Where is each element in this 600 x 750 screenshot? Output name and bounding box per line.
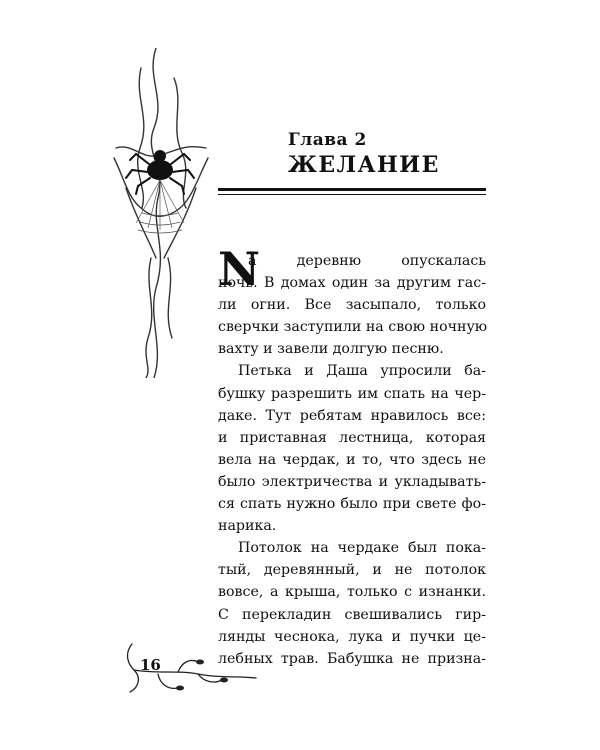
heading-rule-thin [218,194,486,195]
text-line: было электричества и укладывать- [218,473,486,490]
text-line: лянды чеснока, лука и пучки це- [218,628,486,645]
text-line: ночь. В домах один за другим гас- [218,275,486,292]
text-line: и приставная лестница, которая [218,429,486,446]
page-number: 16 [140,656,161,674]
vine-flourish-icon [118,640,258,700]
text-line: Петька и Даша упросили ба- [238,363,486,380]
text-line: бушку разрешить им спать на чер- [218,385,486,402]
body-text [218,242,488,670]
text-line: даке. Тут ребятам нравилось все: [218,407,486,424]
text-line: тый, деревянный, и не потолок [218,562,486,579]
drop-cap: N [218,242,261,296]
text-line: С перекладин свешивались гир- [218,606,486,623]
text-line: а деревню опускалась [248,253,486,269]
text-line: ся спать нужно было при свете фо- [218,496,486,513]
text-line: сверчки заступили на свою ночную [218,319,488,336]
chapter-title: ЖЕЛАНИЕ [288,152,440,178]
text-line: Потолок на чердаке был пока- [238,540,486,557]
chapter-label: Глава 2 [288,130,367,150]
text-line: ли огни. Все засыпало, только [218,297,486,314]
spider-web-vine-icon [96,48,226,378]
text-line: вовсе, а крыша, только с изнанки. [218,584,486,601]
heading-rule-thick [218,188,486,191]
text-line: лебных трав. Бабушка не призна- [218,650,486,667]
text-line: нарика. [218,518,277,535]
chapter-heading [288,130,440,178]
text-line: вела на чердак, и то, что здесь не [218,451,486,468]
text-line: вахту и завели долгую песню. [218,341,444,358]
